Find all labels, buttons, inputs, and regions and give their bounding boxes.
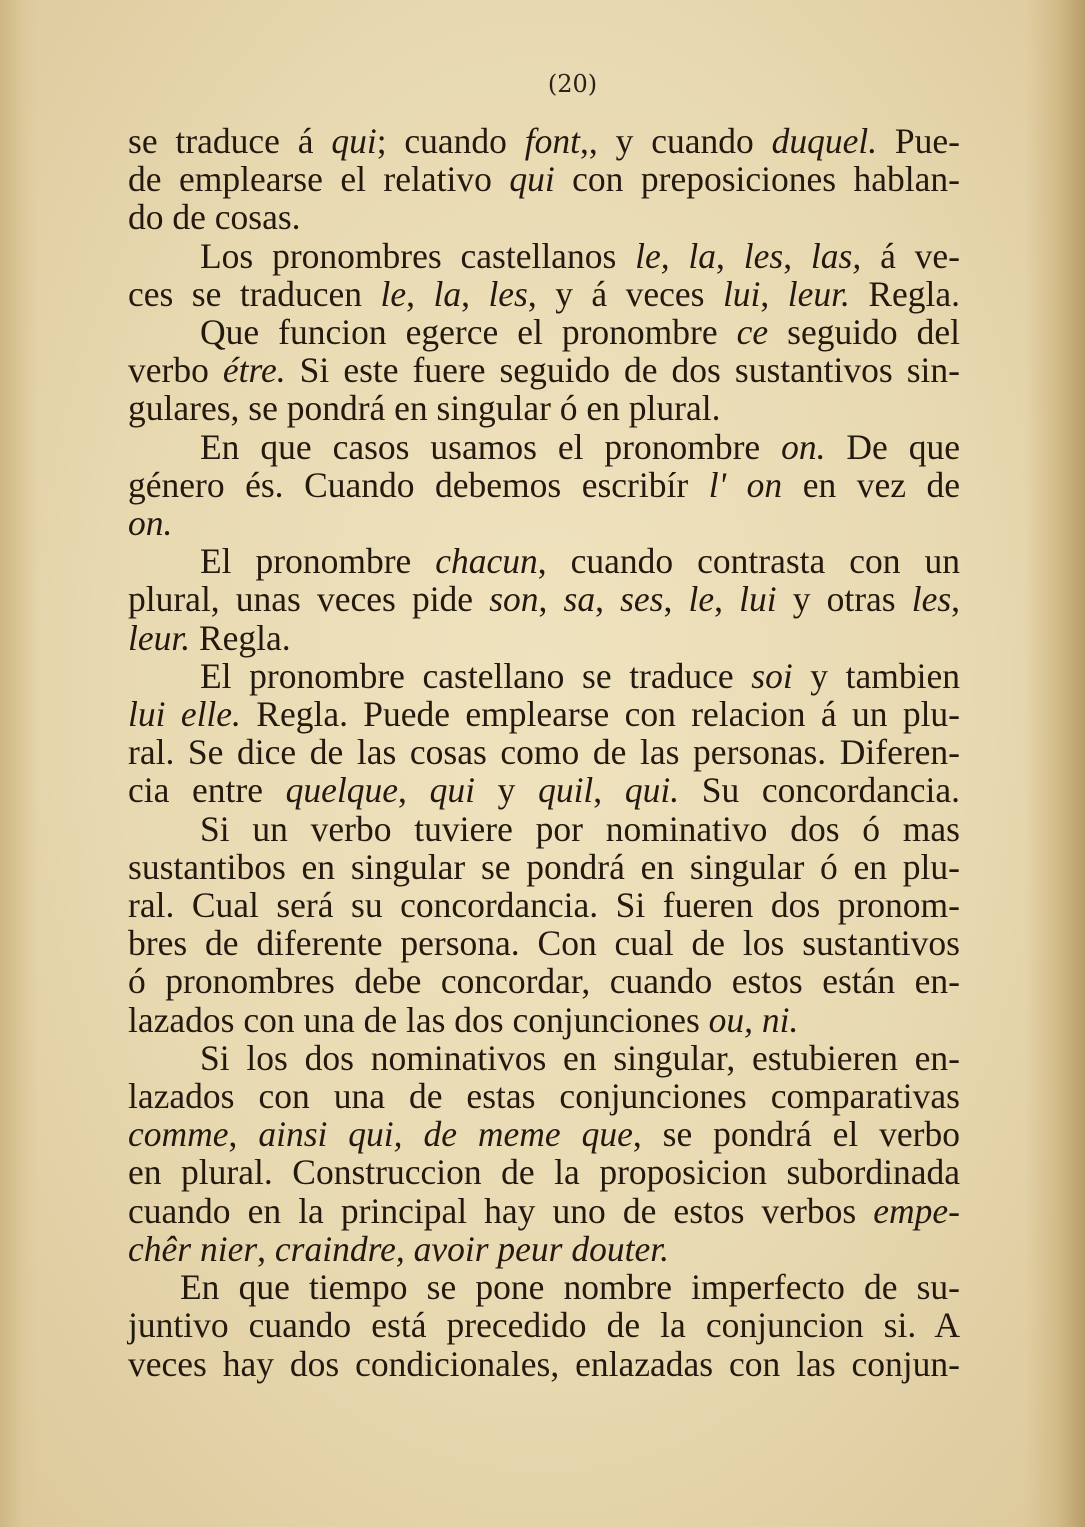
- text-line: [128, 466, 960, 504]
- text-line: [128, 1077, 960, 1115]
- text-line: [128, 160, 960, 198]
- text-line: [128, 733, 960, 771]
- text-run: plural, unas veces pide: [128, 579, 490, 620]
- text-run: De que: [825, 426, 960, 467]
- text-run: ,: [228, 1114, 259, 1155]
- text-run: Si los dos nominativos en singular, estubieren en-: [200, 1037, 960, 1078]
- text-line: [128, 848, 960, 886]
- text-run: cia entre: [128, 770, 286, 811]
- italic-term: les: [488, 273, 528, 314]
- italic-term: craindre, avoir peur douter.: [274, 1228, 669, 1269]
- text-run: Los pronombres castellanos: [200, 235, 636, 276]
- italic-term: l' on: [708, 464, 783, 505]
- text-run: Regla. Puede emplearse con relacion á un plu-: [240, 694, 961, 735]
- text-run: de emplearse el relativo: [128, 159, 510, 200]
- italic-term: sa: [563, 579, 596, 620]
- page-right-edge-shadow: [1025, 0, 1085, 1527]
- text-run: sustantibos en singular se pondrá en singular ó en plu-: [128, 846, 960, 887]
- italic-term: lui elle.: [128, 694, 241, 735]
- italic-term: ses: [620, 579, 664, 620]
- text-run: Que funcion egerce el pronombre: [200, 312, 737, 353]
- italic-term: qui: [429, 770, 475, 811]
- text-run: do de cosas.: [128, 197, 301, 238]
- text-run: ó pronombres debe concordar, cuando estos están en-: [128, 961, 960, 1002]
- text-line: [128, 275, 960, 313]
- italic-term: le, la: [635, 235, 717, 276]
- italic-term: las,: [810, 235, 862, 276]
- text-run: Su concordancia.: [679, 770, 961, 811]
- text-run: ,: [783, 235, 811, 276]
- text-run: cuando en la principal hay uno de estos verbos: [128, 1190, 874, 1231]
- text-run: Pue-: [877, 121, 960, 161]
- text-run: En que tiempo se pone nombre imperfecto de su-: [180, 1267, 960, 1308]
- text-run: verbo: [128, 350, 223, 391]
- text-run: gulares, se pondrá en singular ó en plural.: [128, 388, 721, 429]
- italic-term: étre.: [222, 350, 286, 391]
- text-line: [128, 504, 960, 542]
- italic-term: les: [911, 579, 952, 620]
- text-line: [128, 237, 960, 275]
- text-line: [128, 389, 960, 427]
- italic-term: chêr nier: [128, 1228, 258, 1269]
- text-run: Si un verbo tuviere por nominativo dos ó mas: [200, 808, 960, 849]
- text-line: [128, 1039, 960, 1077]
- text-line: [128, 1306, 960, 1344]
- text-run: juntivo cuando está precedido de la conjuncion si. A: [128, 1305, 960, 1346]
- text-run: ces se traducen: [128, 273, 381, 314]
- text-line: [128, 924, 960, 962]
- italic-term: leur.: [787, 273, 850, 314]
- text-run: á ve-: [861, 235, 960, 276]
- text-run: con preposiciones hablan-: [554, 159, 960, 200]
- text-run: ,: [760, 273, 788, 314]
- italic-term: font: [524, 121, 581, 161]
- text-run: ,: [663, 579, 689, 620]
- italic-term: on.: [128, 503, 173, 544]
- italic-term: qui: [331, 121, 377, 161]
- text-line: [128, 886, 960, 924]
- text-run: Si este fuere seguido de dos sustantivos sin-: [285, 350, 960, 391]
- text-run: ,, y cuando: [580, 121, 772, 161]
- text-line: [128, 1115, 960, 1153]
- text-line: [128, 313, 960, 351]
- italic-term: la: [433, 273, 462, 314]
- italic-term: leur.: [128, 617, 191, 658]
- page-left-edge-shadow: [0, 0, 38, 1527]
- text-line: [128, 542, 960, 580]
- text-run: veces hay dos condicionales, enlazadas con las conjun-: [128, 1343, 960, 1384]
- text-line: [128, 771, 960, 809]
- text-run: ,: [406, 273, 434, 314]
- text-line: [128, 1345, 960, 1383]
- italic-term: lui: [739, 579, 777, 620]
- text-run: En que casos usamos el pronombre: [200, 426, 782, 467]
- text-run: en vez de: [782, 464, 960, 505]
- text-line: [128, 580, 960, 618]
- text-run: ; cuando: [376, 121, 525, 161]
- text-run: ,: [538, 579, 564, 620]
- italic-term: on.: [781, 426, 826, 467]
- italic-term: lui: [722, 273, 761, 314]
- text-run: y tambien: [792, 655, 960, 696]
- text-line: [128, 428, 960, 466]
- text-line: [128, 198, 960, 236]
- italic-term: ce: [736, 312, 769, 353]
- italic-term: quil: [538, 770, 594, 811]
- text-run: seguido del: [768, 312, 960, 353]
- text-run: se traduce á: [128, 121, 332, 161]
- italic-term: le: [380, 273, 407, 314]
- text-run: El pronombre: [200, 541, 436, 582]
- text-run: , cuando contrasta con un: [537, 541, 961, 582]
- italic-term: son: [489, 579, 539, 620]
- italic-term: qui.: [624, 770, 680, 811]
- text-run: y: [474, 770, 539, 811]
- text-line: [128, 619, 960, 657]
- italic-term: duquel.: [771, 121, 878, 161]
- text-run: en plural. Construccion de la proposicion subordinada: [128, 1152, 960, 1193]
- body-text: [128, 122, 960, 1383]
- italic-term: ainsi qui, de meme que: [258, 1114, 633, 1155]
- text-line: [128, 657, 960, 695]
- text-run: ,: [257, 1228, 275, 1269]
- text-line: [128, 695, 960, 733]
- italic-term: les: [743, 235, 784, 276]
- italic-term: le: [688, 579, 715, 620]
- text-run: , y á veces: [527, 273, 723, 314]
- text-line: [128, 1001, 960, 1039]
- italic-term: ou, ni.: [708, 999, 799, 1040]
- italic-term: comme: [128, 1114, 229, 1155]
- text-run: género és. Cuando debemos escribír: [128, 464, 709, 505]
- italic-term: empe-: [873, 1190, 960, 1231]
- text-line: [128, 962, 960, 1000]
- text-line: [128, 810, 960, 848]
- italic-term: soi: [751, 655, 793, 696]
- text-run: ,: [716, 235, 744, 276]
- text-run: lazados con una de las dos conjunciones: [128, 999, 709, 1040]
- text-run: ,: [595, 579, 621, 620]
- text-run: ,: [714, 579, 740, 620]
- text-line: [128, 122, 960, 160]
- text-run: bres de diferente persona. Con cual de los sustantivos: [128, 923, 960, 964]
- italic-term: qui: [509, 159, 555, 200]
- italic-term: quelque: [285, 770, 399, 811]
- text-line: [128, 351, 960, 389]
- text-run: ral. Cual será su concordancia. Si fueren dos pronom-: [128, 885, 960, 926]
- text-run: Regla.: [849, 273, 961, 314]
- text-line: [128, 1268, 960, 1306]
- text-run: , se pondrá el verbo: [632, 1114, 960, 1155]
- text-run: lazados con una de estas conjunciones comparativas: [128, 1076, 960, 1117]
- text-line: [128, 1192, 960, 1230]
- text-run: y otras: [776, 579, 912, 620]
- page-number: (20): [547, 70, 598, 98]
- italic-term: chacun: [435, 541, 538, 582]
- text-run: ,: [398, 770, 430, 811]
- text-run: ,: [461, 273, 489, 314]
- text-run: ,: [593, 770, 625, 811]
- text-run: Regla.: [190, 617, 291, 658]
- text-line: [128, 1153, 960, 1191]
- text-run: El pronombre castellano se traduce: [200, 655, 752, 696]
- text-run: ral. Se dice de las cosas como de las personas. Diferen-: [128, 732, 960, 773]
- text-line: [128, 1230, 960, 1268]
- text-run: ,: [951, 579, 961, 620]
